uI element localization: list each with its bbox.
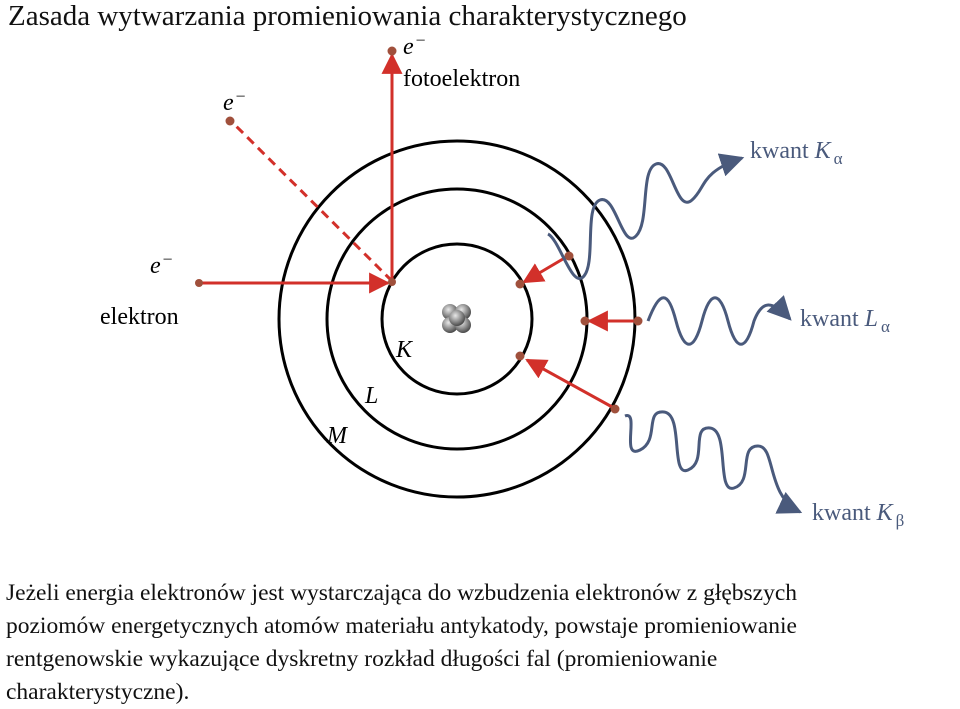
page-title: Zasada wytwarzania promieniowania charakterystycznego: [8, 0, 687, 32]
quantum-k-alpha-label: kwant K $_\alpha$: [750, 138, 843, 168]
shell-k-label: K: [396, 337, 413, 363]
incident-electron-dot: [195, 279, 203, 287]
dot-m-right: [634, 317, 643, 326]
description-paragraph: [6, 577, 956, 709]
wave-k-alpha: [548, 158, 742, 278]
dot-m-lower: [611, 405, 620, 414]
scattered-electron-path: [236, 126, 392, 281]
transition-m-k-beta: [527, 360, 614, 408]
nucleus: [442, 304, 471, 333]
shell-m-label: M: [327, 423, 347, 449]
quantum-l-alpha-label: kwant L $_\alpha$: [800, 306, 890, 336]
shell-l-label: L: [365, 383, 379, 409]
description-line: charakterystyczne).: [6, 679, 190, 705]
description-line: rentgenowskie wykazujące dyskretny rozkład długości fal (promieniowanie: [6, 646, 718, 672]
photoelectron-dot: [388, 47, 397, 56]
photoelectron-label: fotoelektron: [403, 66, 521, 92]
incident-electron-symbol: e –: [150, 250, 172, 279]
incident-electron-label: elektron: [100, 304, 179, 330]
scattered-electron-dot: [226, 117, 235, 126]
description-line: Jeżeli energia elektronów jest wystarczająca do wzbudzenia elektronów z głębszych: [6, 580, 798, 606]
wave-k-beta: [625, 412, 800, 512]
vacancy-dot: [388, 278, 396, 286]
wave-l-alpha: [648, 298, 790, 345]
description-line: poziomów energetycznych atomów materiału antykatody, powstaje promieniowanie: [6, 613, 797, 639]
quantum-k-beta-label: kwant K $_\beta$: [812, 500, 905, 530]
transition-l-k-alpha: [524, 256, 568, 282]
dot-k-upper: [516, 280, 525, 289]
dot-k-lower: [516, 352, 525, 361]
photoelectron-symbol: e –: [403, 31, 425, 60]
dot-l-right: [581, 317, 590, 326]
scattered-electron-label: e –: [223, 87, 245, 116]
